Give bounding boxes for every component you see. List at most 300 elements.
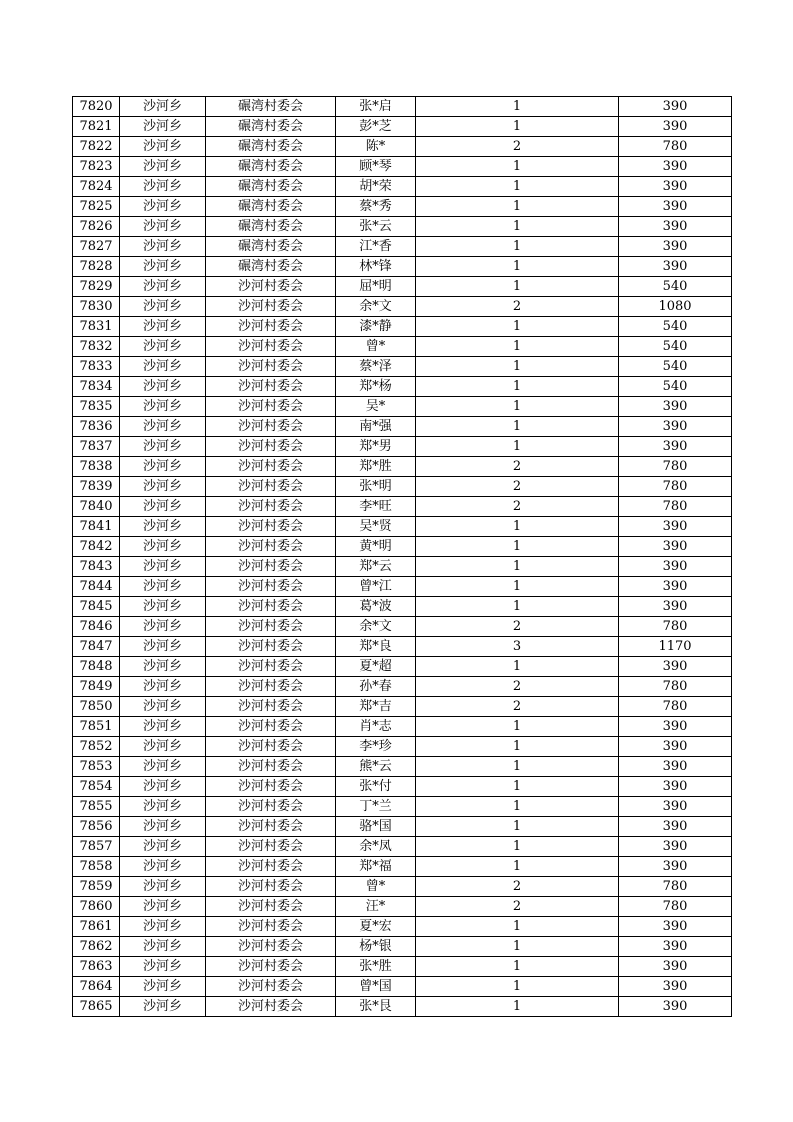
town-cell: 沙河乡 [120,917,206,937]
amount-cell: 390 [619,257,732,277]
amount-cell: 1080 [619,297,732,317]
village-committee-cell: 沙河村委会 [206,517,336,537]
person-count-cell: 2 [416,617,619,637]
table-row [73,657,732,677]
table-row [73,637,732,657]
village-committee-cell: 沙河村委会 [206,377,336,397]
village-committee-cell: 沙河村委会 [206,357,336,377]
name-cell: 曾*国 [336,977,416,997]
village-committee-cell: 沙河村委会 [206,877,336,897]
amount-cell: 390 [619,217,732,237]
person-count-cell: 1 [416,257,619,277]
row-number-cell: 7832 [73,337,120,357]
town-cell: 沙河乡 [120,737,206,757]
row-number-cell: 7821 [73,117,120,137]
person-count-cell: 1 [416,217,619,237]
amount-cell: 390 [619,237,732,257]
village-committee-cell: 沙河村委会 [206,957,336,977]
table-row [73,417,732,437]
village-committee-cell: 沙河村委会 [206,777,336,797]
row-number-cell: 7863 [73,957,120,977]
person-count-cell: 2 [416,697,619,717]
table-row [73,517,732,537]
town-cell: 沙河乡 [120,137,206,157]
name-cell: 李*珍 [336,737,416,757]
table-row [73,97,732,117]
name-cell: 张*付 [336,777,416,797]
row-number-cell: 7850 [73,697,120,717]
village-committee-cell: 沙河村委会 [206,557,336,577]
table-row [73,897,732,917]
table-row [73,337,732,357]
name-cell: 余*文 [336,297,416,317]
row-number-cell: 7855 [73,797,120,817]
table-row [73,317,732,337]
amount-cell: 780 [619,897,732,917]
town-cell: 沙河乡 [120,557,206,577]
amount-cell: 390 [619,437,732,457]
table-row [73,157,732,177]
village-committee-cell: 沙河村委会 [206,857,336,877]
amount-cell: 540 [619,337,732,357]
name-cell: 汪* [336,897,416,917]
name-cell: 彭*芝 [336,117,416,137]
village-committee-cell: 碾湾村委会 [206,117,336,137]
name-cell: 孙*春 [336,677,416,697]
village-committee-cell: 沙河村委会 [206,897,336,917]
row-number-cell: 7841 [73,517,120,537]
table-row [73,137,732,157]
town-cell: 沙河乡 [120,357,206,377]
name-cell: 余*凤 [336,837,416,857]
row-number-cell: 7857 [73,837,120,857]
amount-cell: 390 [619,197,732,217]
table-row [73,197,732,217]
amount-cell: 390 [619,817,732,837]
amount-cell: 780 [619,677,732,697]
amount-cell: 390 [619,537,732,557]
name-cell: 漆*静 [336,317,416,337]
table-row [73,437,732,457]
name-cell: 张*云 [336,217,416,237]
table-row [73,497,732,517]
town-cell: 沙河乡 [120,377,206,397]
village-committee-cell: 沙河村委会 [206,817,336,837]
amount-cell: 780 [619,497,732,517]
village-committee-cell: 碾湾村委会 [206,237,336,257]
person-count-cell: 1 [416,417,619,437]
town-cell: 沙河乡 [120,617,206,637]
row-number-cell: 7840 [73,497,120,517]
name-cell: 吴* [336,397,416,417]
village-committee-cell: 沙河村委会 [206,417,336,437]
town-cell: 沙河乡 [120,957,206,977]
person-count-cell: 3 [416,637,619,657]
table-row [73,217,732,237]
name-cell: 李*旺 [336,497,416,517]
name-cell: 郑*良 [336,637,416,657]
person-count-cell: 1 [416,317,619,337]
amount-cell: 390 [619,557,732,577]
amount-cell: 390 [619,757,732,777]
table-body [73,97,732,1017]
row-number-cell: 7826 [73,217,120,237]
amount-cell: 540 [619,277,732,297]
row-number-cell: 7844 [73,577,120,597]
row-number-cell: 7828 [73,257,120,277]
village-committee-cell: 沙河村委会 [206,677,336,697]
table-row [73,677,732,697]
town-cell: 沙河乡 [120,237,206,257]
table-row [73,557,732,577]
amount-cell: 390 [619,117,732,137]
village-committee-cell: 沙河村委会 [206,637,336,657]
village-committee-cell: 沙河村委会 [206,437,336,457]
name-cell: 蔡*泽 [336,357,416,377]
name-cell: 夏*超 [336,657,416,677]
town-cell: 沙河乡 [120,117,206,137]
town-cell: 沙河乡 [120,797,206,817]
name-cell: 南*强 [336,417,416,437]
row-number-cell: 7851 [73,717,120,737]
village-committee-cell: 沙河村委会 [206,977,336,997]
row-number-cell: 7845 [73,597,120,617]
village-committee-cell: 沙河村委会 [206,837,336,857]
town-cell: 沙河乡 [120,177,206,197]
town-cell: 沙河乡 [120,897,206,917]
town-cell: 沙河乡 [120,437,206,457]
village-committee-cell: 沙河村委会 [206,937,336,957]
name-cell: 黄*明 [336,537,416,557]
person-count-cell: 1 [416,177,619,197]
person-count-cell: 1 [416,937,619,957]
person-count-cell: 2 [416,877,619,897]
name-cell: 曾* [336,337,416,357]
table-row [73,937,732,957]
amount-cell: 780 [619,617,732,637]
person-count-cell: 1 [416,757,619,777]
village-committee-cell: 沙河村委会 [206,657,336,677]
person-count-cell: 1 [416,957,619,977]
table-row [73,457,732,477]
town-cell: 沙河乡 [120,97,206,117]
table-row [73,117,732,137]
village-committee-cell: 碾湾村委会 [206,157,336,177]
town-cell: 沙河乡 [120,837,206,857]
person-count-cell: 1 [416,797,619,817]
amount-cell: 780 [619,137,732,157]
name-cell: 张*明 [336,477,416,497]
village-committee-cell: 沙河村委会 [206,317,336,337]
town-cell: 沙河乡 [120,337,206,357]
name-cell: 郑*胜 [336,457,416,477]
table-row [73,377,732,397]
person-count-cell: 1 [416,777,619,797]
person-count-cell: 1 [416,357,619,377]
data-table [72,96,732,1017]
name-cell: 葛*波 [336,597,416,617]
town-cell: 沙河乡 [120,757,206,777]
name-cell: 余*文 [336,617,416,637]
table-row [73,397,732,417]
row-number-cell: 7843 [73,557,120,577]
name-cell: 熊*云 [336,757,416,777]
person-count-cell: 1 [416,557,619,577]
village-committee-cell: 沙河村委会 [206,297,336,317]
person-count-cell: 1 [416,597,619,617]
amount-cell: 390 [619,577,732,597]
name-cell: 张*胜 [336,957,416,977]
village-committee-cell: 沙河村委会 [206,797,336,817]
town-cell: 沙河乡 [120,997,206,1017]
town-cell: 沙河乡 [120,497,206,517]
amount-cell: 780 [619,877,732,897]
person-count-cell: 1 [416,277,619,297]
town-cell: 沙河乡 [120,197,206,217]
table-row [73,257,732,277]
person-count-cell: 2 [416,457,619,477]
person-count-cell: 2 [416,497,619,517]
amount-cell: 390 [619,917,732,937]
person-count-cell: 1 [416,997,619,1017]
table-row [73,597,732,617]
row-number-cell: 7849 [73,677,120,697]
village-committee-cell: 沙河村委会 [206,917,336,937]
name-cell: 夏*宏 [336,917,416,937]
table-row [73,817,732,837]
amount-cell: 780 [619,697,732,717]
table-row [73,917,732,937]
town-cell: 沙河乡 [120,977,206,997]
town-cell: 沙河乡 [120,877,206,897]
town-cell: 沙河乡 [120,677,206,697]
person-count-cell: 1 [416,837,619,857]
person-count-cell: 2 [416,297,619,317]
amount-cell: 390 [619,417,732,437]
table-row [73,757,732,777]
row-number-cell: 7864 [73,977,120,997]
town-cell: 沙河乡 [120,937,206,957]
amount-cell: 390 [619,997,732,1017]
table-row [73,717,732,737]
person-count-cell: 1 [416,97,619,117]
town-cell: 沙河乡 [120,277,206,297]
village-committee-cell: 碾湾村委会 [206,97,336,117]
row-number-cell: 7852 [73,737,120,757]
person-count-cell: 1 [416,977,619,997]
amount-cell: 390 [619,597,732,617]
name-cell: 郑*吉 [336,697,416,717]
amount-cell: 390 [619,717,732,737]
row-number-cell: 7831 [73,317,120,337]
row-number-cell: 7862 [73,937,120,957]
table-row [73,277,732,297]
town-cell: 沙河乡 [120,697,206,717]
amount-cell: 390 [619,177,732,197]
name-cell: 蔡*秀 [336,197,416,217]
person-count-cell: 2 [416,677,619,697]
person-count-cell: 1 [416,917,619,937]
village-committee-cell: 沙河村委会 [206,617,336,637]
table-row [73,177,732,197]
person-count-cell: 2 [416,477,619,497]
town-cell: 沙河乡 [120,297,206,317]
village-committee-cell: 沙河村委会 [206,997,336,1017]
name-cell: 张*启 [336,97,416,117]
town-cell: 沙河乡 [120,657,206,677]
person-count-cell: 1 [416,717,619,737]
amount-cell: 540 [619,357,732,377]
person-count-cell: 1 [416,117,619,137]
town-cell: 沙河乡 [120,417,206,437]
table-row [73,297,732,317]
amount-cell: 390 [619,857,732,877]
person-count-cell: 2 [416,897,619,917]
village-committee-cell: 沙河村委会 [206,757,336,777]
amount-cell: 780 [619,477,732,497]
row-number-cell: 7853 [73,757,120,777]
amount-cell: 390 [619,957,732,977]
row-number-cell: 7834 [73,377,120,397]
name-cell: 胡*荣 [336,177,416,197]
amount-cell: 390 [619,777,732,797]
person-count-cell: 1 [416,157,619,177]
name-cell: 陈* [336,137,416,157]
table-row [73,537,732,557]
village-committee-cell: 沙河村委会 [206,457,336,477]
name-cell: 郑*男 [336,437,416,457]
amount-cell: 540 [619,317,732,337]
village-committee-cell: 碾湾村委会 [206,137,336,157]
person-count-cell: 1 [416,197,619,217]
table-row [73,617,732,637]
town-cell: 沙河乡 [120,257,206,277]
amount-cell: 390 [619,837,732,857]
row-number-cell: 7836 [73,417,120,437]
name-cell: 屈*明 [336,277,416,297]
person-count-cell: 1 [416,517,619,537]
row-number-cell: 7838 [73,457,120,477]
town-cell: 沙河乡 [120,857,206,877]
town-cell: 沙河乡 [120,517,206,537]
name-cell: 肖*志 [336,717,416,737]
row-number-cell: 7846 [73,617,120,637]
row-number-cell: 7861 [73,917,120,937]
name-cell: 曾*江 [336,577,416,597]
person-count-cell: 1 [416,657,619,677]
town-cell: 沙河乡 [120,457,206,477]
name-cell: 杨*银 [336,937,416,957]
name-cell: 骆*国 [336,817,416,837]
person-count-cell: 1 [416,817,619,837]
table-row [73,857,732,877]
table-row [73,697,732,717]
row-number-cell: 7823 [73,157,120,177]
town-cell: 沙河乡 [120,537,206,557]
amount-cell: 1170 [619,637,732,657]
name-cell: 江*香 [336,237,416,257]
row-number-cell: 7835 [73,397,120,417]
row-number-cell: 7822 [73,137,120,157]
town-cell: 沙河乡 [120,577,206,597]
village-committee-cell: 碾湾村委会 [206,197,336,217]
table-row [73,797,732,817]
person-count-cell: 1 [416,537,619,557]
row-number-cell: 7827 [73,237,120,257]
amount-cell: 390 [619,157,732,177]
town-cell: 沙河乡 [120,777,206,797]
name-cell: 林*锋 [336,257,416,277]
village-committee-cell: 沙河村委会 [206,597,336,617]
town-cell: 沙河乡 [120,817,206,837]
village-committee-cell: 沙河村委会 [206,477,336,497]
village-committee-cell: 沙河村委会 [206,537,336,557]
village-committee-cell: 碾湾村委会 [206,257,336,277]
table-row [73,877,732,897]
village-committee-cell: 沙河村委会 [206,397,336,417]
person-count-cell: 1 [416,437,619,457]
village-committee-cell: 碾湾村委会 [206,177,336,197]
row-number-cell: 7847 [73,637,120,657]
row-number-cell: 7859 [73,877,120,897]
village-committee-cell: 沙河村委会 [206,737,336,757]
person-count-cell: 2 [416,137,619,157]
name-cell: 郑*云 [336,557,416,577]
row-number-cell: 7860 [73,897,120,917]
amount-cell: 780 [619,457,732,477]
row-number-cell: 7865 [73,997,120,1017]
table-row [73,237,732,257]
name-cell: 顾*琴 [336,157,416,177]
person-count-cell: 1 [416,737,619,757]
person-count-cell: 1 [416,397,619,417]
amount-cell: 390 [619,797,732,817]
name-cell: 张*艮 [336,997,416,1017]
name-cell: 曾* [336,877,416,897]
amount-cell: 390 [619,657,732,677]
row-number-cell: 7820 [73,97,120,117]
table-row [73,577,732,597]
table-row [73,777,732,797]
row-number-cell: 7842 [73,537,120,557]
town-cell: 沙河乡 [120,157,206,177]
table-row [73,977,732,997]
amount-cell: 390 [619,977,732,997]
amount-cell: 390 [619,97,732,117]
table-row [73,837,732,857]
village-committee-cell: 沙河村委会 [206,697,336,717]
row-number-cell: 7833 [73,357,120,377]
row-number-cell: 7848 [73,657,120,677]
row-number-cell: 7856 [73,817,120,837]
row-number-cell: 7825 [73,197,120,217]
village-committee-cell: 沙河村委会 [206,497,336,517]
table-row [73,997,732,1017]
person-count-cell: 1 [416,377,619,397]
person-count-cell: 1 [416,337,619,357]
name-cell: 丁*兰 [336,797,416,817]
name-cell: 吴*贤 [336,517,416,537]
table-row [73,737,732,757]
town-cell: 沙河乡 [120,317,206,337]
village-committee-cell: 沙河村委会 [206,577,336,597]
town-cell: 沙河乡 [120,397,206,417]
row-number-cell: 7829 [73,277,120,297]
village-committee-cell: 沙河村委会 [206,717,336,737]
village-committee-cell: 沙河村委会 [206,277,336,297]
town-cell: 沙河乡 [120,717,206,737]
amount-cell: 390 [619,397,732,417]
